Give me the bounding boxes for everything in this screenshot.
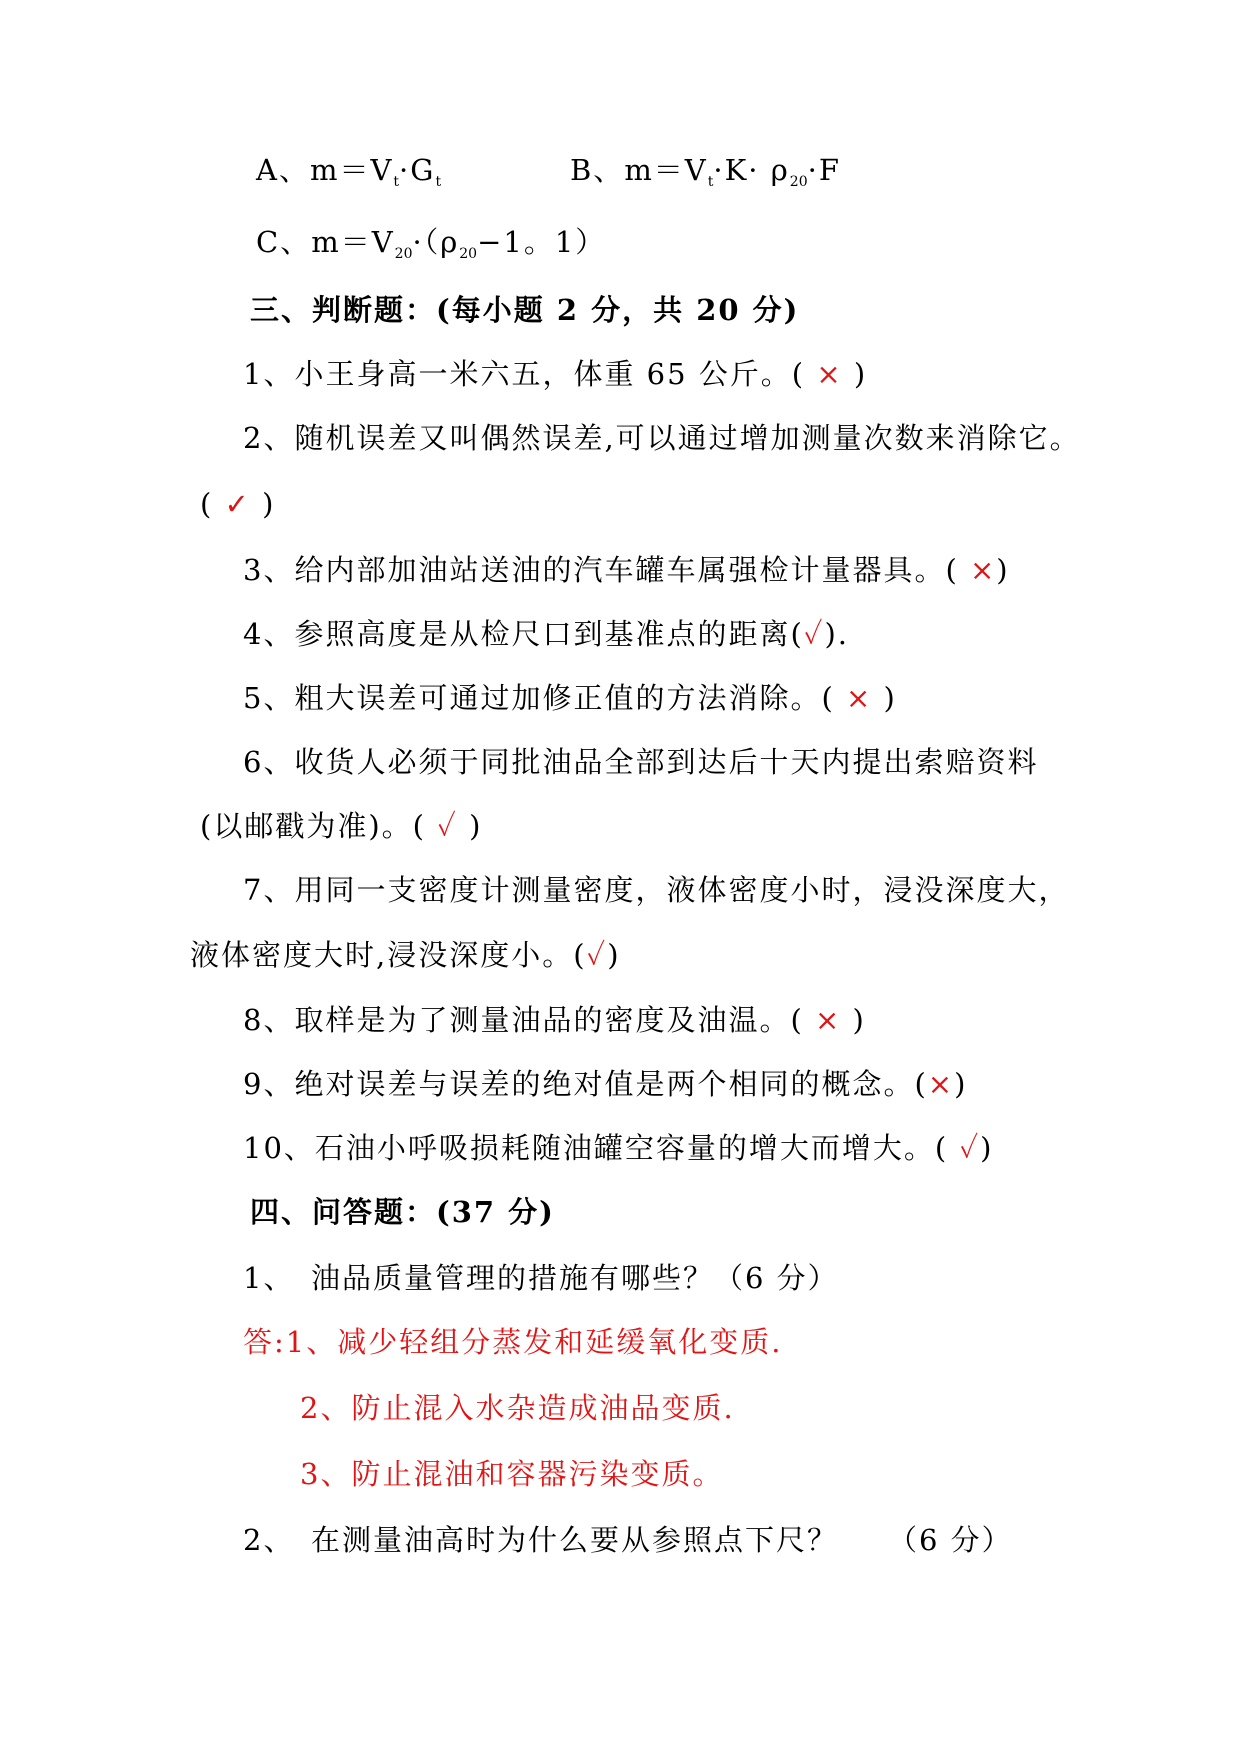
check-mark-icon: ✓: [437, 809, 458, 843]
judge-item-2: 2、随机误差又叫偶然误差,可以通过增加测量次数来消除它。: [243, 421, 1081, 455]
answer-1-line-1: 答:1、减少轻组分蒸发和延缓氧化变质.: [243, 1325, 783, 1359]
judge-item-2-cont: ( ✓ ): [200, 487, 276, 521]
cross-mark-icon: ×: [845, 681, 873, 715]
option-b: B、$m=V_t\cdot K\cdot \rho_{20}\cdot F$: [570, 153, 841, 190]
section-4-title: 四、问答题：(37 分): [250, 1195, 555, 1229]
judge-item-7-cont: 液体密度大时,浸没深度小。(✓): [190, 938, 621, 972]
check-mark-icon: ✓: [959, 1131, 981, 1165]
judge-item-10: 10、石油小呼吸损耗随油罐空容量的增大而增大。( ✓): [243, 1131, 994, 1165]
answer-1-line-2: 2、防止混入水杂造成油品变质.: [300, 1391, 735, 1425]
judge-item-8: 8、取样是为了测量油品的密度及油温。( × ): [243, 1003, 866, 1037]
check-mark-icon: ✓: [586, 938, 608, 972]
cross-mark-icon: ×: [816, 357, 843, 391]
question-2: 2、 在测量油高时为什么要从参照点下尺？ （6 分）: [243, 1523, 1013, 1557]
judge-item-4: 4、参照高度是从检尺口到基准点的距离(✓).: [243, 617, 850, 651]
cross-mark-icon: ×: [927, 1067, 955, 1101]
judge-item-6: 6、收货人必须于同批油品全部到达后十天内提出索赔资料: [243, 745, 1039, 779]
section-3-title: 三、判断题：(每小题 2 分，共 20 分): [250, 293, 800, 327]
judge-item-3: 3、给内部加油站送油的汽车罐车属强检计量器具。( ×): [243, 553, 1010, 587]
option-c: C、$m=V_{20}\cdot(\rho_{20}-1$。1）: [256, 225, 607, 262]
question-1: 1、 油品质量管理的措施有哪些？（6 分）: [243, 1261, 839, 1295]
cross-mark-icon: ×: [814, 1003, 842, 1037]
judge-item-9: 9、绝对误差与误差的绝对值是两个相同的概念。(×): [243, 1067, 968, 1101]
judge-item-6-cont: (以邮戳为准)。( ✓ ): [200, 809, 483, 843]
option-a: A、$m=V_t\cdot G_t$: [256, 153, 442, 190]
judge-item-1: 1、小王身高一米六五，体重 65 公斤。( × ): [243, 357, 868, 391]
judge-item-5: 5、粗大误差可通过加修正值的方法消除。( × ): [243, 681, 897, 715]
check-mark-icon: ✓: [803, 617, 825, 651]
judge-item-7: 7、用同一支密度计测量密度，液体密度小时，浸没深度大，: [243, 873, 1070, 907]
cross-mark-icon: ×: [969, 553, 997, 587]
check-mark-icon: ✓: [224, 487, 251, 521]
answer-1-line-3: 3、防止混油和容器污染变质。: [300, 1457, 724, 1491]
